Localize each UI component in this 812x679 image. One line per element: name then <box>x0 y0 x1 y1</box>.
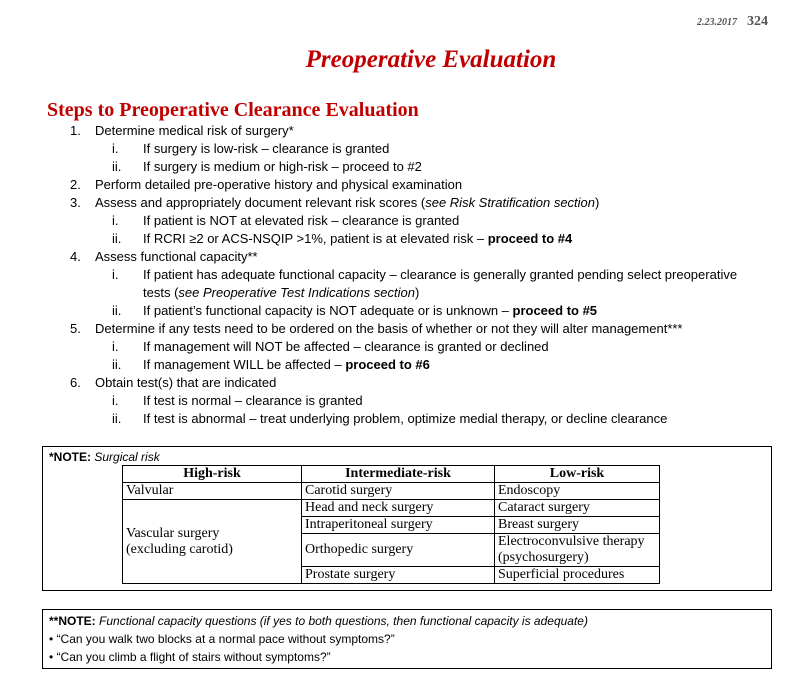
bullet-text: “Can you walk two blocks at a normal pace without symptoms?” <box>56 632 395 646</box>
note-heading <box>49 614 588 628</box>
step-number: 3. <box>70 195 81 210</box>
step-number: 6. <box>70 375 81 390</box>
sub-text: If management will NOT be affected – clearance is granted or declined <box>143 339 549 354</box>
note-label: *NOTE: <box>49 450 91 464</box>
table-cell: Endoscopy <box>495 483 660 500</box>
table-cell: Breast surgery <box>495 517 660 534</box>
surgical-risk-note <box>42 446 772 591</box>
note-title: Functional capacity questions (if yes to both questions, then functional capacity is adequate) <box>99 614 588 628</box>
sub-number: ii. <box>112 303 122 318</box>
table-cell: Cataract surgery <box>495 500 660 517</box>
step-number: 2. <box>70 177 81 192</box>
column-header: Intermediate-risk <box>302 466 495 483</box>
column-header: High-risk <box>123 466 302 483</box>
page-title: Preoperative Evaluation <box>305 46 557 73</box>
sub-text: If test is normal – clearance is granted <box>143 393 363 408</box>
sub-number: i. <box>112 339 119 354</box>
section-title: Steps to Preoperative Clearance Evaluation <box>47 99 419 121</box>
sub-number: ii. <box>112 231 122 246</box>
step-number: 4. <box>70 249 81 264</box>
step-text: Assess functional capacity** <box>95 249 258 264</box>
sub-text: If surgery is medium or high-risk – proceed to #2 <box>143 159 422 174</box>
step-text: Perform detailed pre-operative history and physical examination <box>95 177 463 192</box>
page-header <box>697 12 768 30</box>
table-cell: Intraperitoneal surgery <box>302 517 495 534</box>
sub-number: ii. <box>112 411 122 426</box>
header-date: 2.23.2017 <box>697 17 737 28</box>
sub-text: If patient is NOT at elevated risk – clearance is granted <box>143 213 460 228</box>
sub-text: If RCRI ≥2 or ACS-NSQIP >1%, patient is at elevated risk – proceed to #4 <box>143 231 573 246</box>
sub-text: If surgery is low-risk – clearance is granted <box>143 141 390 156</box>
table-cell: Prostate surgery <box>302 567 495 584</box>
note-heading <box>49 450 160 464</box>
bullet-icon: • <box>49 632 54 646</box>
bullet-text: “Can you climb a flight of stairs without symptoms?” <box>56 650 331 664</box>
list-item <box>49 650 331 664</box>
list-item <box>49 632 395 646</box>
page-number: 324 <box>747 14 768 29</box>
sub-number: ii. <box>112 357 122 372</box>
table-cell: Valvular <box>123 483 302 500</box>
step-text: Determine medical risk of surgery* <box>95 123 294 138</box>
sub-text: If patient’s functional capacity is NOT adequate or is unknown – proceed to #5 <box>143 303 598 318</box>
sub-number: i. <box>112 213 119 228</box>
sub-text: If patient has adequate functional capacity – clearance is generally granted pending select preoperative <box>143 267 738 282</box>
sub-text: If test is abnormal – treat underlying problem, optimize medial therapy, or decline clearance <box>143 411 668 426</box>
step-number: 1. <box>70 123 81 138</box>
table-cell: Vascular surgery (excluding carotid) <box>123 500 302 584</box>
functional-capacity-note <box>42 609 772 669</box>
sub-number: i. <box>112 393 119 408</box>
table-cell: Carotid surgery <box>302 483 495 500</box>
table-cell: Electroconvulsive therapy (psychosurgery) <box>495 534 660 567</box>
table-row <box>123 500 660 517</box>
step-text: Determine if any tests need to be ordered on the basis of whether or not they will alter management*** <box>95 321 683 336</box>
bullet-icon: • <box>49 650 54 664</box>
sub-text: If management WILL be affected – proceed to #6 <box>143 357 430 372</box>
sub-text: tests (see Preoperative Test Indications section) <box>143 285 420 300</box>
table-row <box>123 483 660 500</box>
step-text: Obtain test(s) that are indicated <box>95 375 277 390</box>
surgical-risk-table <box>122 465 660 584</box>
sub-number: i. <box>112 141 119 156</box>
note-label: **NOTE: <box>49 614 96 628</box>
step-number: 5. <box>70 321 81 336</box>
table-cell: Head and neck surgery <box>302 500 495 517</box>
note-title: Surgical risk <box>94 450 160 464</box>
table-cell: Superficial procedures <box>495 567 660 584</box>
column-header: Low-risk <box>495 466 660 483</box>
table-cell: Orthopedic surgery <box>302 534 495 567</box>
step-text: Assess and appropriately document relevant risk scores (see Risk Stratification section) <box>95 195 600 210</box>
sub-number: ii. <box>112 159 122 174</box>
table-header-row <box>123 466 660 483</box>
sub-number: i. <box>112 267 119 282</box>
